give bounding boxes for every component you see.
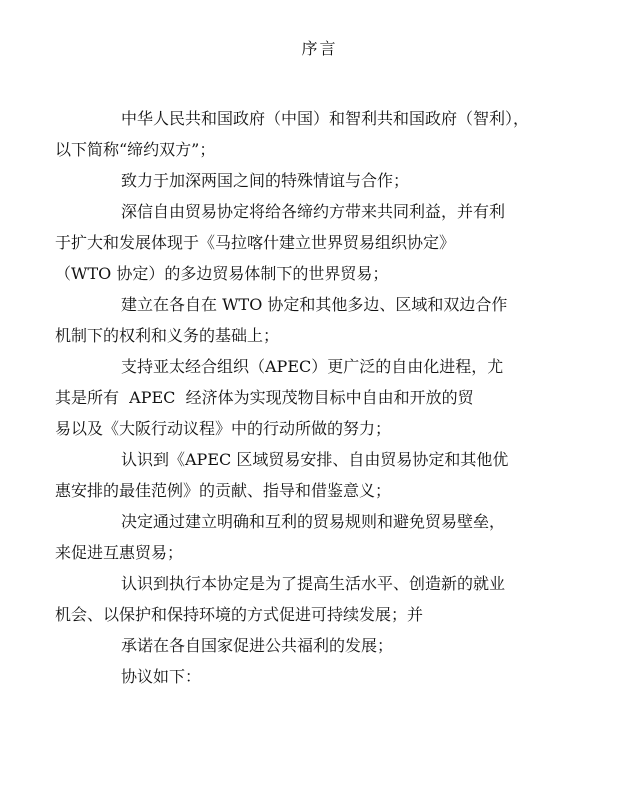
paragraph-line: 机制下的权利和义务的基础上； (55, 326, 280, 345)
paragraph-line: 致力于加深两国之间的特殊情谊与合作； (121, 171, 410, 190)
paragraph-line: （WTO 协定）的多边贸易体制下的世界贸易； (55, 264, 389, 283)
paragraph-best-practice (55, 444, 536, 506)
paragraph-line: 中华人民共和国政府（中国）和智利共和国政府（智利）， (121, 109, 530, 128)
paragraph-rights (55, 289, 536, 351)
paragraph-line: 机会、以保护和保持环境的方式促进可持续发展；并 (55, 605, 424, 624)
paragraph-parties (55, 103, 536, 165)
paragraph-line: 承诺在各自国家促进公共福利的发展； (121, 636, 394, 655)
paragraph-line: 以下简称“缔约双方”； (55, 140, 216, 159)
paragraph-welfare (88, 630, 536, 661)
paragraph-line: 来促进互惠贸易； (55, 543, 184, 562)
paragraph-line: 深信自由贸易协定将给各缔约方带来共同利益，并有利 (121, 202, 506, 221)
paragraph-line: 认识到《APEC 区域贸易安排、自由贸易协定和其他优 (121, 450, 509, 469)
paragraph-line: 决定通过建立明确和互利的贸易规则和避免贸易壁垒， (121, 512, 506, 531)
paragraph-sustainable (55, 568, 536, 630)
page-title: 序言 (301, 39, 338, 58)
paragraph-agreed (88, 661, 536, 692)
paragraph-line: 其是所有 APEC 经济体为实现茂物目标中自由和开放的贸 (55, 388, 474, 407)
preamble-body (55, 103, 536, 692)
paragraph-line: 支持亚太经合组织（APEC）更广泛的自由化进程，尤 (121, 357, 504, 376)
paragraph-trade-rules (55, 506, 536, 568)
paragraph-line: 易以及《大阪行动议程》中的行动所做的努力； (55, 419, 392, 438)
paragraph-benefits (55, 196, 536, 289)
paragraph-line: 建立在各自在 WTO 协定和其他多边、区域和双边合作 (121, 295, 508, 314)
paragraph-friendship (88, 165, 536, 196)
paragraph-apec (55, 351, 536, 444)
paragraph-line: 协议如下： (121, 667, 202, 686)
paragraph-line: 于扩大和发展体现于《马拉喀什建立世界贸易组织协定》 (55, 233, 456, 252)
paragraph-line: 惠安排的最佳范例》的贡献、指导和借鉴意义； (55, 481, 392, 500)
paragraph-line: 认识到执行本协定是为了提高生活水平、创造新的就业 (121, 574, 506, 593)
